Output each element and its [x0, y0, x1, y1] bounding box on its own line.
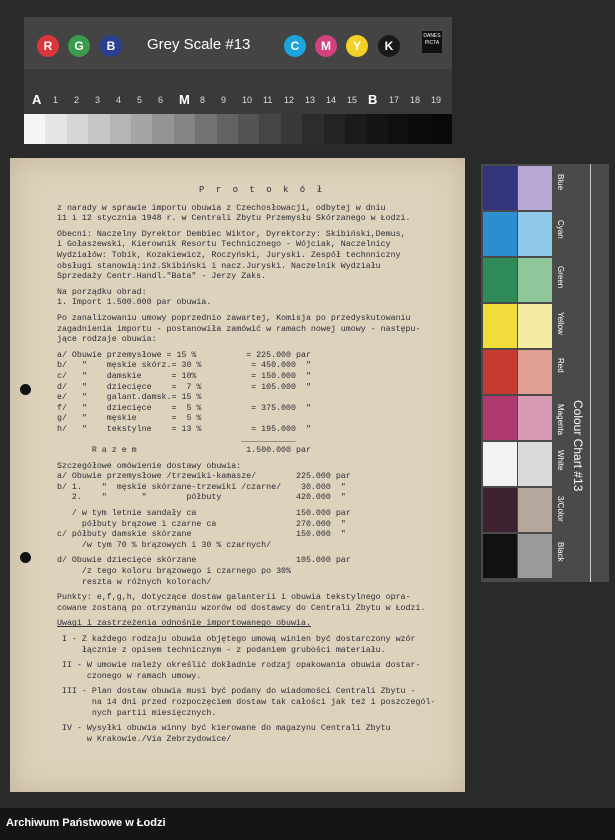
document-line: f/ " dziecięce = 5 % = 375.000 "	[57, 403, 311, 413]
document-line: IV - Wysyłki obuwia winny być kierowane do magazynu Centrali Zbytu	[57, 724, 391, 734]
document-line: Na porządku obrad:	[57, 287, 147, 297]
ruler-tick: 10	[242, 95, 253, 105]
colour-label: White	[556, 450, 565, 471]
colour-swatch	[483, 350, 517, 394]
grey-scale-title: Grey Scale #13	[147, 36, 251, 53]
colour-swatch-light	[518, 442, 552, 486]
document-line: /z tego koloru brązowego i czarnego po 30%	[57, 567, 292, 576]
ruler-tick: 8	[200, 95, 206, 105]
document-line: d/ Obuwie dziecięce skórzane 105.000 par	[57, 556, 351, 566]
ruler-tick: 14	[326, 95, 337, 105]
colour-label: Magenta	[556, 404, 565, 436]
colour-swatch	[483, 534, 517, 578]
ruler-tick: 6	[158, 95, 164, 105]
colour-swatch	[483, 258, 517, 302]
archive-footer	[0, 808, 615, 840]
colour-swatch-light	[518, 212, 552, 256]
document-line: obsługi stanowią:inż.Skibiński i nacz.Juryski. Naczelnik Wydziału	[57, 261, 381, 271]
document-line: ___________	[57, 435, 296, 445]
colour-swatch-light	[518, 350, 552, 394]
grey-scale-steps	[24, 114, 452, 144]
document-line: Szczegółowe omówienie dostawy obuwia:	[57, 461, 242, 471]
document-line: Obecni: Naczelny Dyrektor Dembiec Wiktor, Dyrektorzy: Skibiński,Demus,	[57, 229, 406, 239]
colour-label: Yellow	[556, 312, 565, 335]
colour-label: Green	[556, 266, 565, 289]
ruler-tick: 4	[116, 95, 122, 105]
centimetre-ruler	[590, 164, 607, 582]
document-line: e/ " galant.damsk.= 15 %	[57, 393, 202, 403]
ruler-tick: 18	[410, 95, 421, 105]
document-line: I - Z każdego rodzaju obuwia objętego umową winien być dostarczony wzór	[57, 634, 416, 644]
punch-hole	[20, 552, 31, 563]
ruler-tick: 13	[305, 95, 316, 105]
document-line: c/ " damskie = 10% = 150.000 "	[57, 371, 311, 381]
colour-swatch	[483, 212, 517, 256]
colour-swatch-light	[518, 396, 552, 440]
colour-swatch	[483, 442, 517, 486]
colour-label: Cyan	[556, 220, 565, 239]
colour-chart-title: Colour Chart #13	[571, 400, 585, 492]
document-line: na 14 dni przed rozpoczęciem dostaw tak całości jak też i poszczegól-	[57, 697, 436, 707]
grey-scale-header	[24, 17, 452, 69]
document-line: /w tym 70 % brązowych i 30 % czarnych/	[57, 540, 272, 550]
colour-label: Red	[556, 358, 565, 373]
ruler-tick: 9	[221, 95, 227, 105]
document-title: P r o t o k ó ł	[198, 185, 325, 195]
document-line: II - W umowie należy określić dokładnie rodzaj opakowania obuwia dostar-	[57, 661, 421, 671]
ruler-tick: 15	[347, 95, 358, 105]
ruler-tick: 5	[137, 95, 143, 105]
protocol-document	[57, 185, 467, 745]
document-line: III - Plan dostaw obuwia musi być podany do wiadomości Centrali Zbytu -	[57, 687, 416, 697]
b-swatch: B	[100, 35, 122, 57]
document-line: jące rodzaje obuwia:	[57, 335, 157, 345]
ruler-tick: 3	[95, 95, 101, 105]
document-line: zagadnienia importu - postanowiła zamówić w ramach nowej umowy - następu-	[57, 324, 421, 334]
grey-scale-card	[24, 17, 452, 144]
document-line: nych partii miesięcznych.	[57, 708, 217, 718]
colour-swatch-light	[518, 166, 552, 210]
colour-label: 3/Color	[556, 496, 565, 522]
document-line: b/ 1. " męskie skórzane-trzewiki /czarne/ 30.000 "	[57, 482, 346, 492]
ruler-tick: 1	[53, 95, 59, 105]
document-line: d/ " dziecięce = 7 % = 105.000 "	[57, 382, 311, 392]
document-line: w Krakowie./Via Zebrzydowice/	[57, 734, 232, 744]
grey-scale-ruler	[24, 91, 452, 111]
document-line: R a z e m 1.500.000 par	[57, 446, 311, 456]
ruler-tick: B	[368, 92, 378, 107]
r-swatch: R	[37, 35, 59, 57]
colour-swatch	[483, 396, 517, 440]
k-swatch: K	[378, 35, 400, 57]
colour-swatch-light	[518, 488, 552, 532]
document-line: cowane zostaną po otrzymaniu wzorów od dostawcy do Centrali Zbytu w Łodzi.	[57, 603, 426, 613]
ruler-tick: 11	[263, 95, 273, 105]
punch-hole	[20, 384, 31, 395]
ruler-tick: M	[179, 92, 190, 107]
g-swatch: G	[68, 35, 90, 57]
m-swatch: M	[315, 35, 337, 57]
document-line: 2. " " półbuty 420.000 "	[57, 493, 346, 503]
document-line: a/ Obuwie przemysłowe /trzewiki-kamasze/ 225.000 par	[57, 472, 351, 482]
colour-chart-card	[481, 164, 609, 582]
archive-name: Archiwum Państwowe w Łodzi	[6, 817, 166, 829]
document-line: g/ " męskie = 5 %	[57, 414, 202, 424]
document-line: Po zanalizowaniu umowy poprzednio zawartej, Komisja po przedyskutowaniu	[57, 313, 411, 323]
colour-swatch	[483, 488, 517, 532]
document-line: Uwagi i zastrzeżenia odnośnie importowanego obuwia.	[57, 619, 311, 629]
colour-swatch	[483, 304, 517, 348]
ruler-tick: 12	[284, 95, 295, 105]
colour-swatch-light	[518, 258, 552, 302]
danes-picta-logo: DANES PICTA	[422, 31, 442, 53]
document-line: łącznie z opisem technicznym - z podaniem grubości materiału.	[57, 645, 386, 655]
colour-label: Blue	[556, 174, 565, 191]
document-line: z narady w sprawie importu obuwia z Czechosłowacji, odbytej w dniu	[57, 203, 386, 213]
document-line: h/ " tekstylne = 13 % = 195.000 "	[57, 424, 311, 434]
document-line: czonego w ramach umowy.	[57, 671, 202, 681]
ruler-tick: 19	[431, 95, 442, 105]
y-swatch: Y	[346, 35, 368, 57]
document-line: b/ " męskie skórz.= 30 % = 450.000 "	[57, 361, 311, 371]
document-line: Wydziałów: Tobik, Kozakiewicz, Roczyński, Juryski. Zespół technniczny	[57, 250, 401, 260]
colour-swatch	[483, 166, 517, 210]
document-line: a/ Obuwie przemysłowe = 15 % = 225.000 par	[57, 350, 311, 360]
document-body	[57, 204, 467, 746]
colour-label: Black	[556, 542, 565, 562]
ruler-tick: 17	[389, 95, 400, 105]
document-line: i Gołaszewski, Kierownik Resortu Technicznego - Wójciak, Naczelnicy	[57, 240, 391, 250]
document-line: / w tym letnie sandały ca 150.000 par	[57, 509, 351, 519]
document-line: Punkty: e,f,g,h, dotyczące dostaw galanterii i obuwia tekstylnego opra-	[57, 593, 411, 603]
document-line: półbuty brązowe i czarne ca 270.000 "	[57, 519, 346, 529]
c-swatch: C	[284, 35, 306, 57]
document-line: 1. Import 1.500.000 par obuwia.	[57, 298, 212, 308]
document-line: reszta w różnych kolorach/	[57, 577, 212, 587]
document-line: c/ półbuty damskie skórzane 150.000 "	[57, 530, 346, 540]
ruler-tick: A	[32, 92, 42, 107]
ruler-tick: 2	[74, 95, 80, 105]
document-line: 11 i 12 stycznia 1948 r. w Centrali Zbytu Przemysłu Skórzanego w Łodzi.	[57, 214, 411, 224]
colour-swatch-light	[518, 534, 552, 578]
document-line: Sprzedaży Centr.Handl."Bata" - Jerzy Zaks.	[57, 272, 267, 282]
colour-swatch-light	[518, 304, 552, 348]
